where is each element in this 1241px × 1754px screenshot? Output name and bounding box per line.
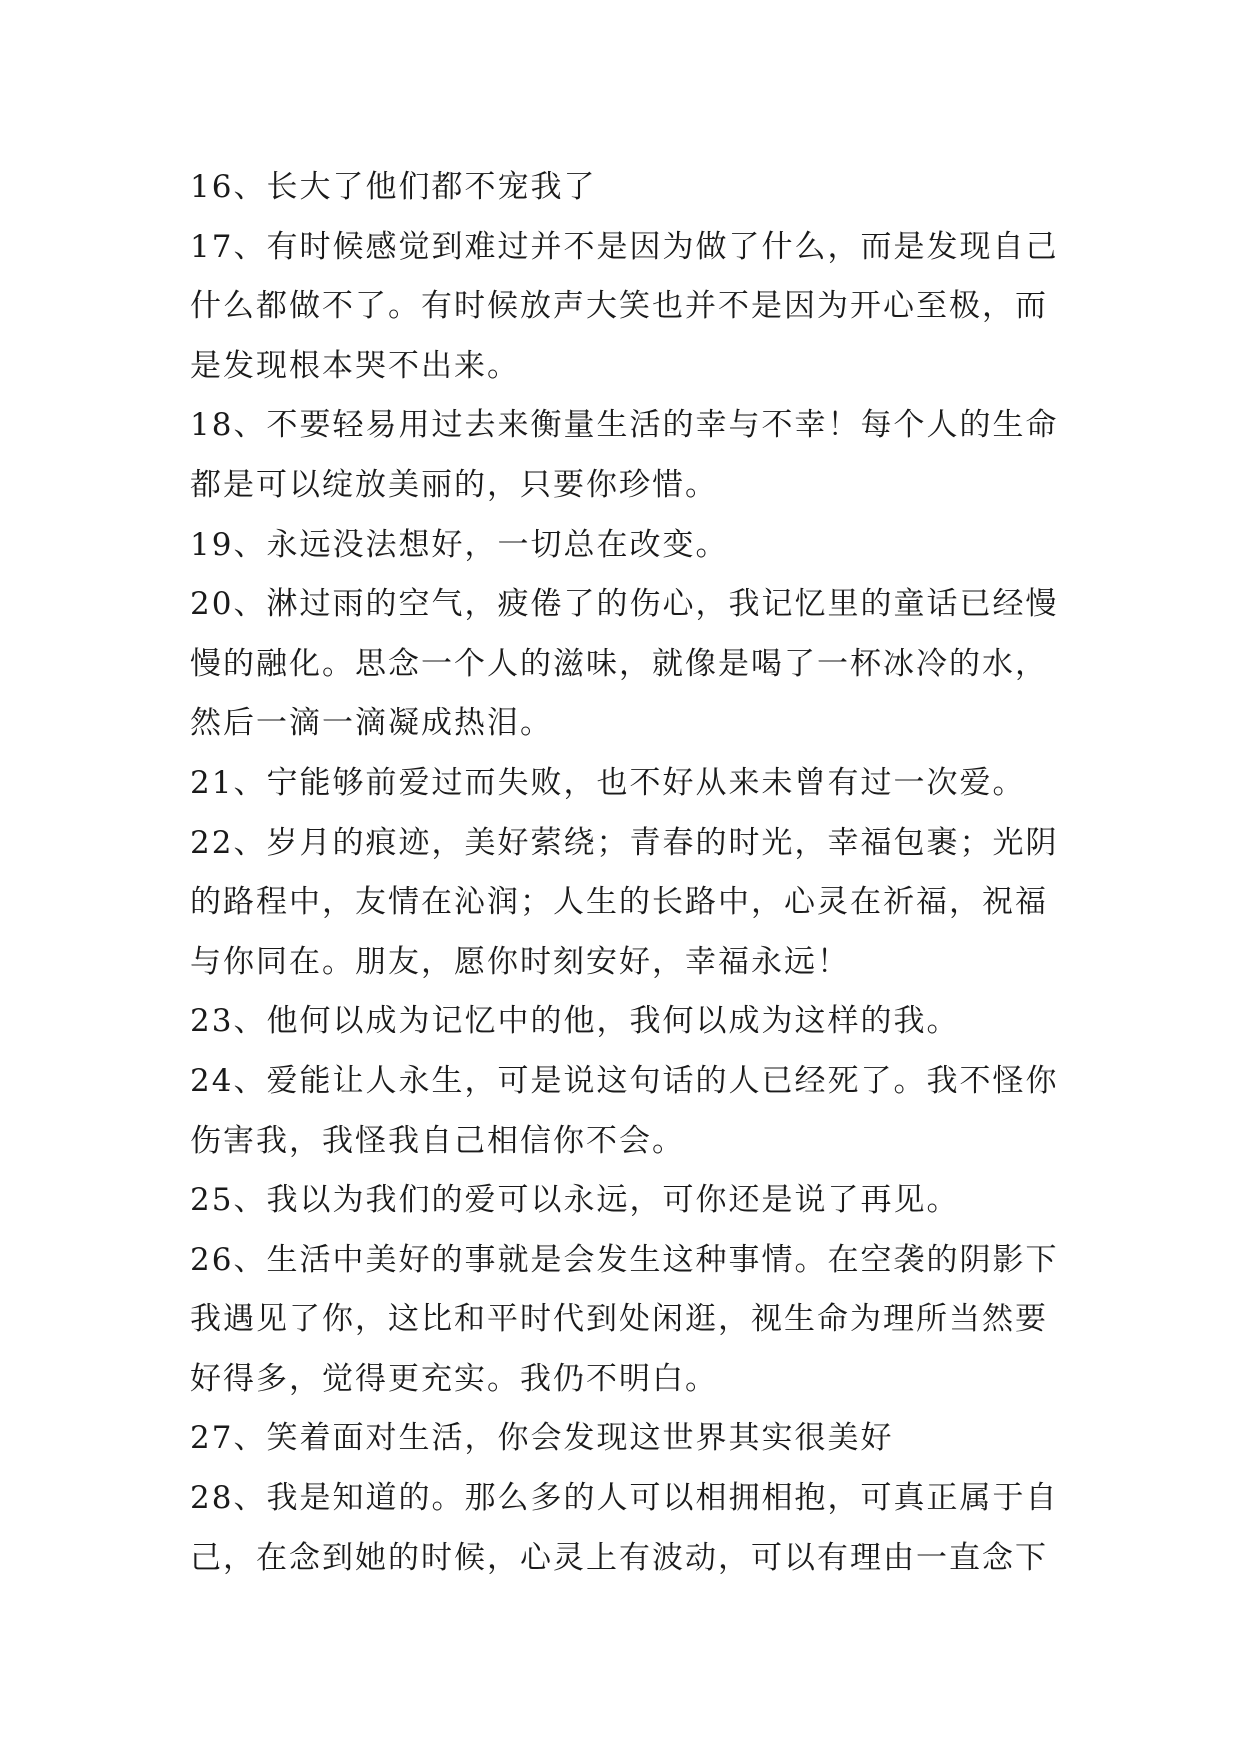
quote-line: 与你同在。朋友，愿你时刻安好，幸福永远！: [190, 943, 850, 980]
quote-line: 己，在念到她的时候，心灵上有波动，可以有理由一直念下: [190, 1539, 1048, 1576]
quote-line: 24、爱能让人永生，可是说这句话的人已经死了。我不怪你: [190, 1062, 1059, 1099]
quote-26: [190, 1231, 1060, 1410]
quote-line: 23、他何以成为记忆中的他，我何以成为这样的我。: [190, 1003, 960, 1040]
document-page: [190, 158, 1060, 1588]
quote-20: [190, 575, 1060, 754]
quote-line: 26、生活中美好的事就是会发生这种事情。在空袭的阴影下: [190, 1241, 1059, 1278]
quote-16: [190, 158, 1060, 218]
quote-28: [190, 1469, 1060, 1588]
quote-23: [190, 992, 1060, 1052]
quote-line: 21、宁能够前爱过而失败，也不好从来未曾有过一次爱。: [190, 764, 1026, 801]
quote-line: 18、不要轻易用过去来衡量生活的幸与不幸！每个人的生命: [190, 407, 1059, 444]
quote-line: 伤害我，我怪我自己相信你不会。: [190, 1122, 685, 1159]
quote-25: [190, 1171, 1060, 1231]
quote-line: 慢的融化。思念一个人的滋味，就像是喝了一杯冰冷的水，: [190, 645, 1048, 682]
quote-line: 19、永远没法想好，一切总在改变。: [190, 526, 729, 563]
quote-24: [190, 1052, 1060, 1171]
quote-line: 的路程中，友情在沁润；人生的长路中，心灵在祈福，祝福: [190, 884, 1048, 921]
quote-line: 27、笑着面对生活，你会发现这世界其实很美好: [190, 1420, 894, 1457]
quote-line: 16、长大了他们都不宠我了: [190, 169, 597, 205]
quote-line: 是发现根本哭不出来。: [190, 347, 520, 384]
quote-line: 22、岁月的痕迹，美好萦绕；青春的时光，幸福包裹；光阴: [190, 824, 1059, 861]
quote-line: 然后一滴一滴凝成热泪。: [190, 705, 553, 742]
quote-line: 都是可以绽放美丽的，只要你珍惜。: [190, 466, 718, 503]
quote-line: 25、我以为我们的爱可以永远，可你还是说了再见。: [190, 1182, 960, 1219]
quote-18: [190, 396, 1060, 515]
quote-17: [190, 218, 1060, 397]
quote-line: 17、有时候感觉到难过并不是因为做了什么，而是发现自己: [190, 228, 1059, 265]
quote-line: 我遇见了你，这比和平时代到处闲逛，视生命为理所当然要: [190, 1301, 1048, 1338]
quote-line: 20、淋过雨的空气，疲倦了的伤心，我记忆里的童话已经慢: [190, 586, 1059, 623]
quote-19: [190, 516, 1060, 576]
quote-21: [190, 754, 1060, 814]
quote-line: 28、我是知道的。那么多的人可以相拥相抱，可真正属于自: [190, 1480, 1059, 1517]
quote-27: [190, 1409, 1060, 1469]
quote-line: 好得多，觉得更充实。我仍不明白。: [190, 1360, 718, 1397]
quote-22: [190, 814, 1060, 993]
quote-line: 什么都做不了。有时候放声大笑也并不是因为开心至极，而: [190, 288, 1048, 325]
